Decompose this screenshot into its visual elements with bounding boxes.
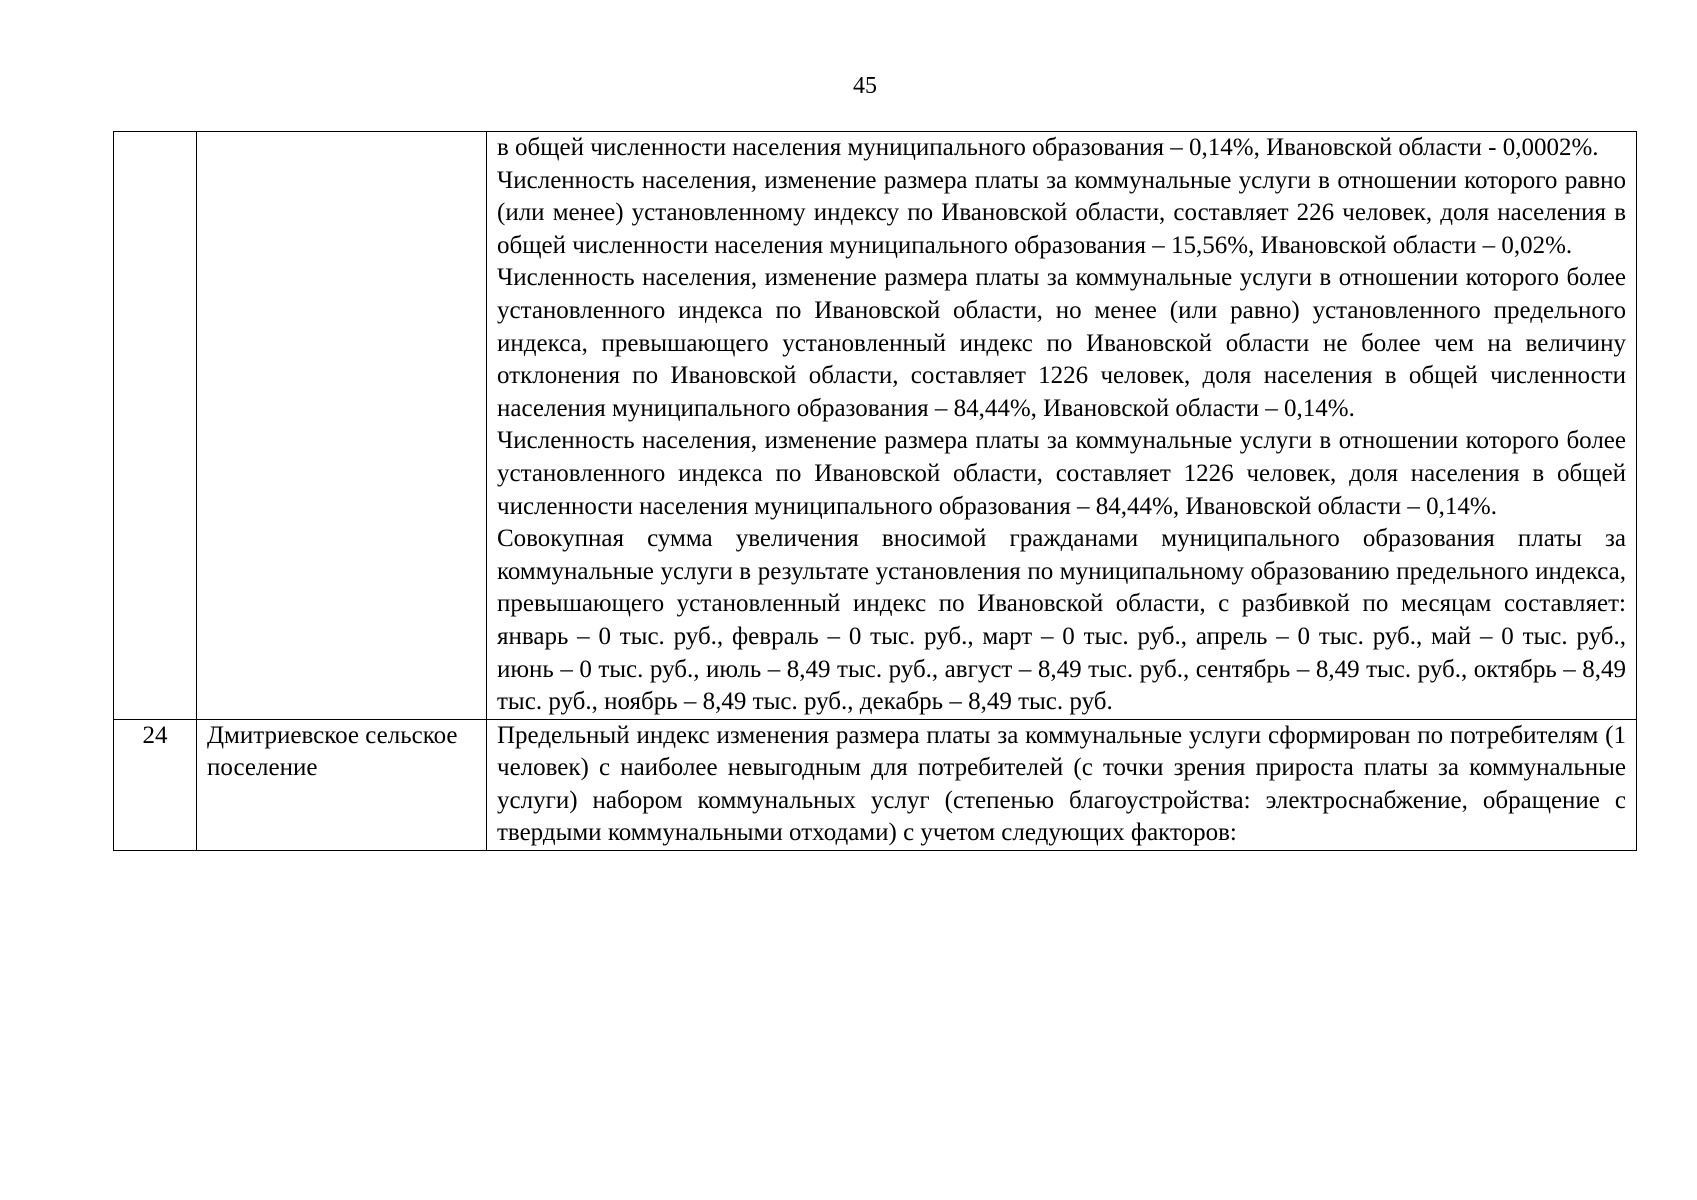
paragraph: Численность населения, изменение размера платы за коммунальные услуги в отношении которого более установленного индекса по Ивановской области, составляет 1226 человек, доля населения в общей численности населения муниципального образования – 84,44%, Ивановской области – 0,14%. [497, 427, 1626, 520]
paragraph: Предельный индекс изменения размера платы за коммунальные услуги сформирован по потребителям (1 человек) с наиболее невыгодным для потребителей (с точки зрения прироста платы за коммунальные услуги) набором коммунальных услуг (степенью благоустройства: электроснабжение, обращение с твердыми коммунальными отходами) с учетом следующих факторов: [497, 721, 1626, 847]
row-number-cell [114, 132, 197, 720]
page-number: 45 [853, 73, 877, 99]
municipality-name-cell: Дмитриевское сельское поселение [197, 719, 487, 850]
table-row [114, 719, 1637, 850]
paragraph: Численность населения, изменение размера платы за коммунальные услуги в отношении которого более установленного индекса по Ивановской области, но менее (или равно) установленного предельного индекса, превышающего установленный индекс по Ивановской области не более чем на величину отклонения по Ивановской области, составляет 1226 человек, доля населения в общей численности населения муниципального образования – 84,44%, Ивановской области – 0,14%. [497, 264, 1626, 422]
table-row [114, 132, 1637, 720]
paragraph: в общей численности населения муниципального образования – 0,14%, Ивановской области - 0,0002%. [497, 134, 1599, 161]
row-number-cell: 24 [114, 719, 197, 850]
paragraph: Численность населения, изменение размера платы за коммунальные услуги в отношении которого равно (или менее) установленному индексу по Ивановской области, составляет 226 человек, доля населения в общей численности населения муниципального образования – 15,56%, Ивановской области – 0,02%. [497, 166, 1626, 259]
description-cell [487, 132, 1637, 720]
municipal-index-table [113, 131, 1637, 851]
paragraph: Совокупная сумма увеличения вносимой гражданами муниципального образования платы за коммунальные услуги в результате установления по муниципальному образованию предельного индекса, превышающего установленный индекс по Ивановской области, с разбивкой по месяцам составляет: январь – 0 тыс. руб., февраль – 0 тыс. руб., март – 0 тыс. руб., апрель – 0 тыс. руб., май – 0 тыс. руб., июнь – 0 тыс. руб., июль – 8,49 тыс. руб., август – 8,49 тыс. руб., сентябрь – 8,49 тыс. руб., октябрь – 8,49 тыс. руб., ноябрь – 8,49 тыс. руб., декабрь – 8,49 тыс. руб. [497, 525, 1626, 716]
description-cell [487, 719, 1637, 850]
municipality-name-cell [197, 132, 487, 720]
